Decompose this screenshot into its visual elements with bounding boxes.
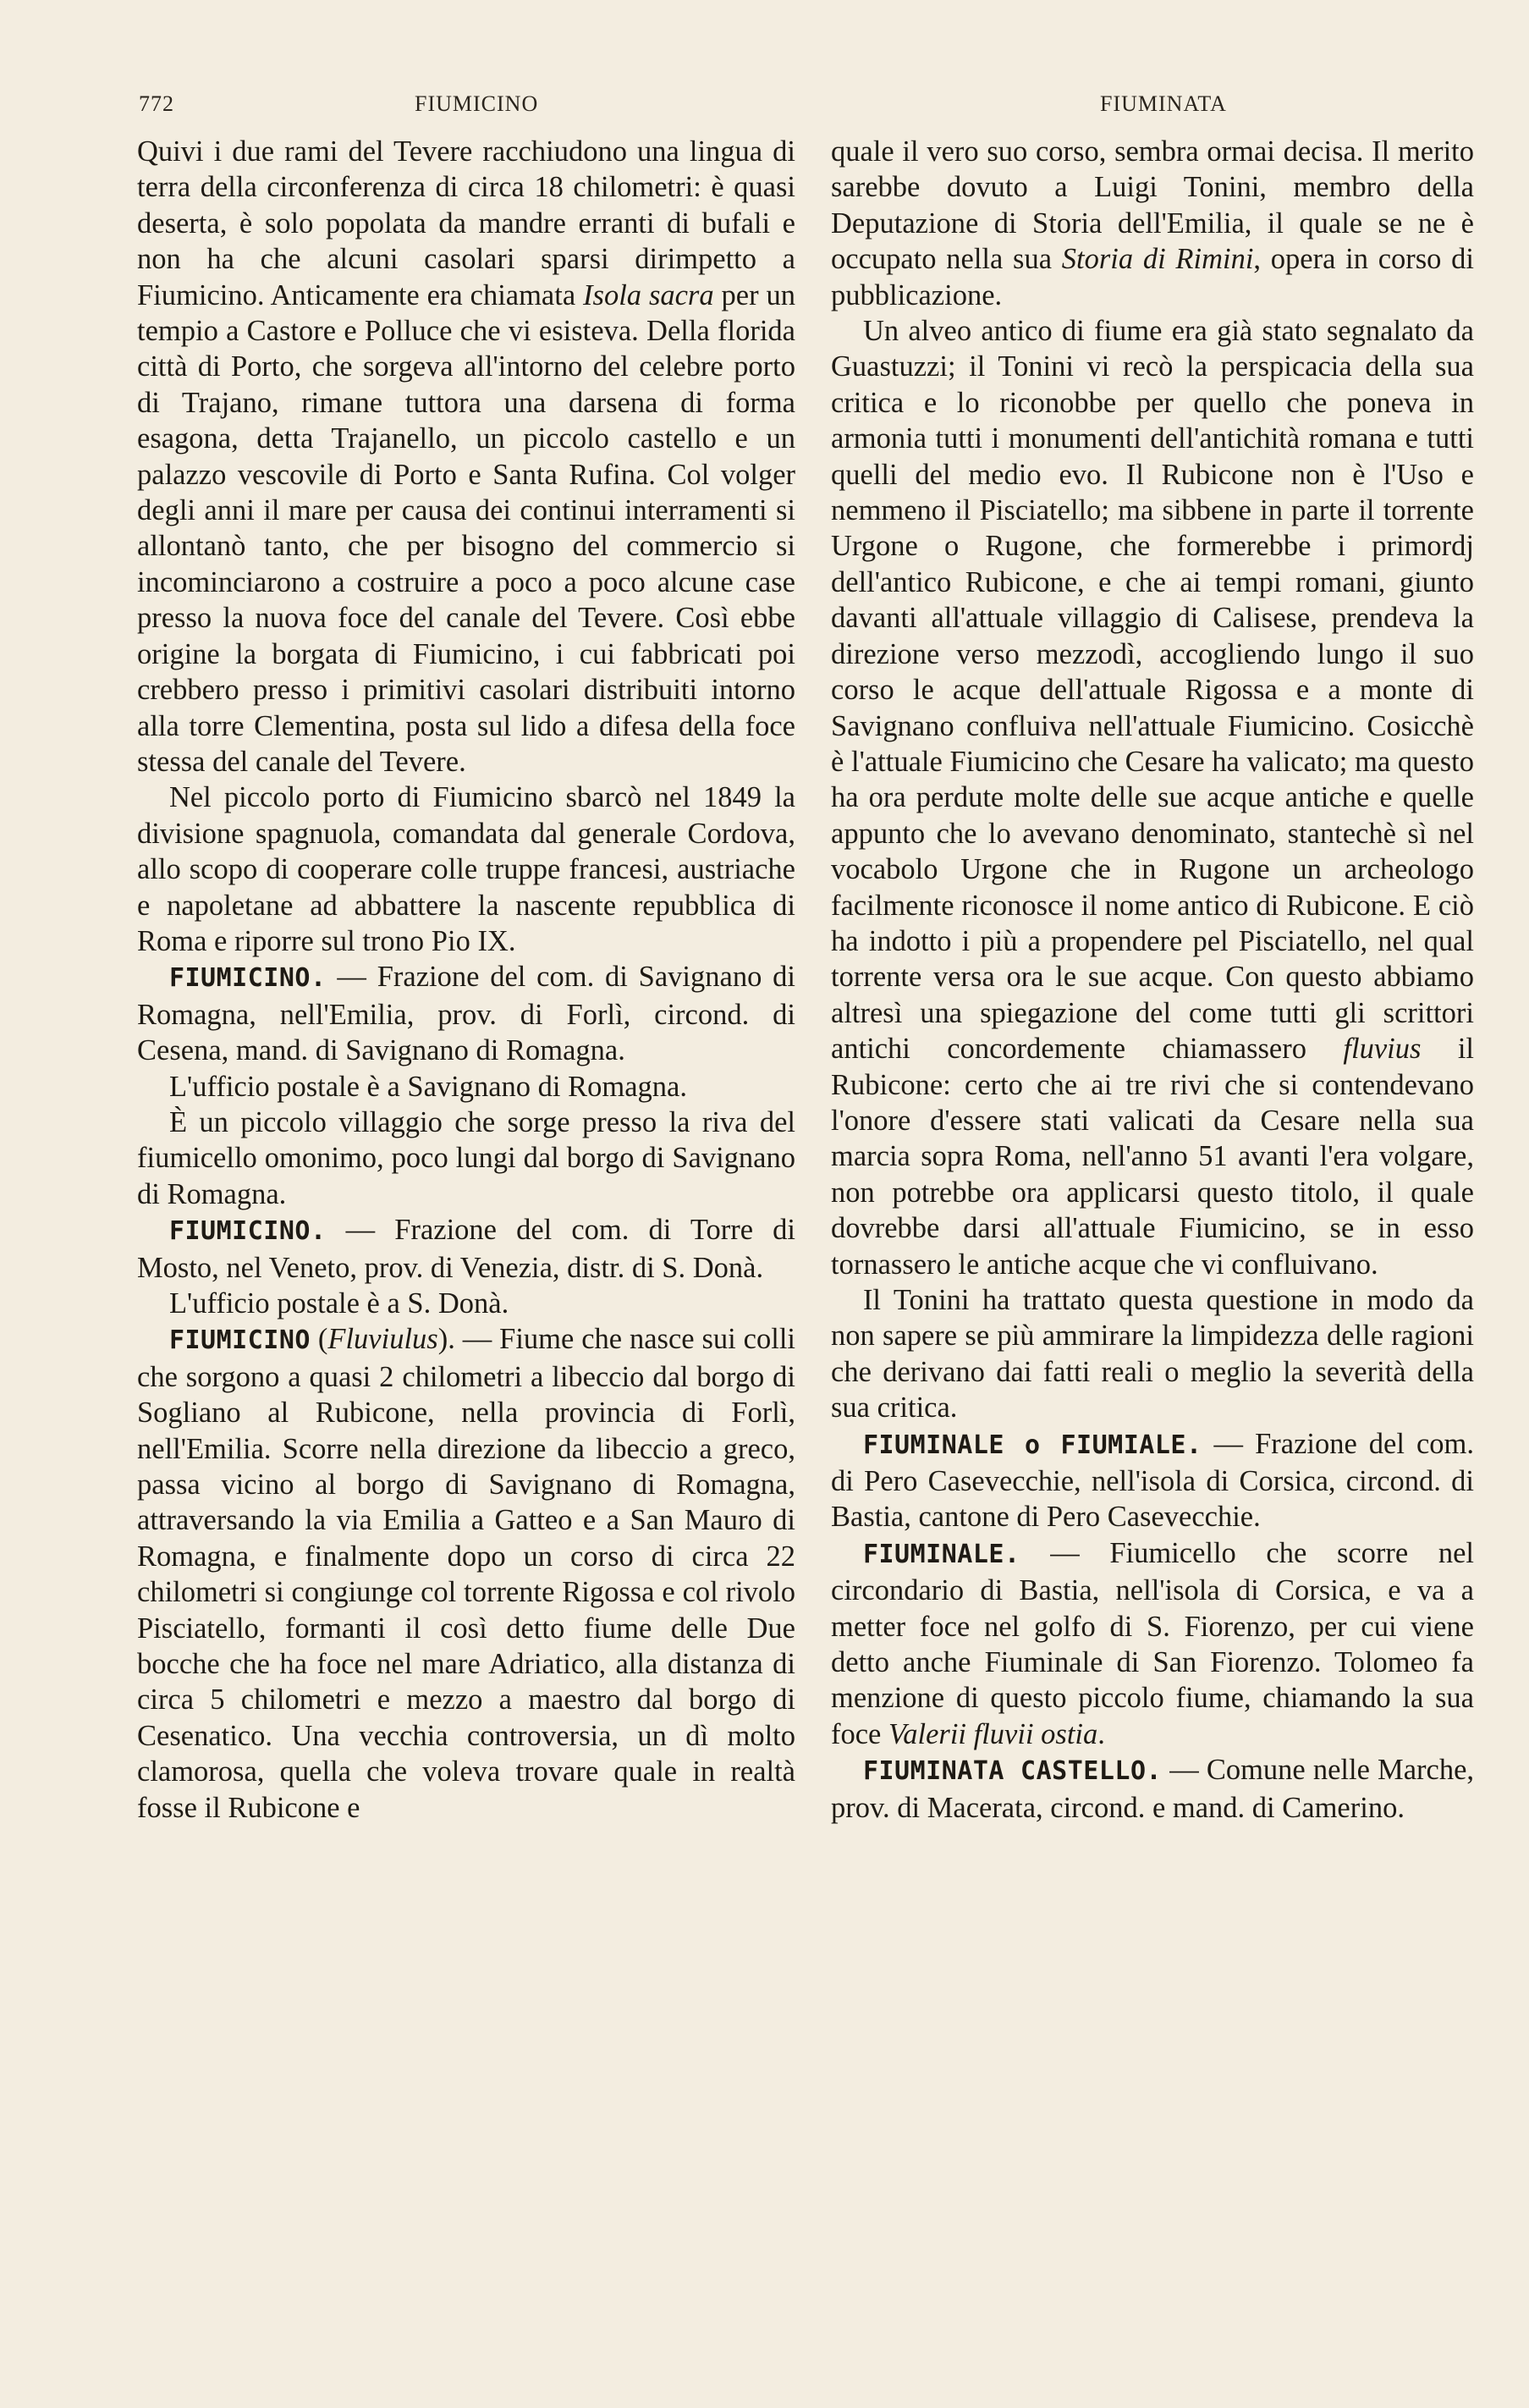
paragraph: Un alveo antico di fiume era già stato segnalato da Guastuzzi; il Tonini vi recò la perspicacia della sua critica e lo riconobbe per quello che poneva in armonia tutti i monumenti dell'antichità romana e tutti quelli del medio evo. Il Rubicone non è l'Uso e nemmeno il Pisciatello; ma sibbene in parte il torrente Urgone o Rugone, che formerebbe i primordj dell'antico Rubicone, e che ai tempi romani, giunto davanti all'attuale villaggio di Calisese, prendeva la direzione verso mezzodì, accogliendo lungo il suo corso le acque dell'attuale Rigossa e a monte di Savignano confluiva nell'attuale Fiumicino. Cosicchè è l'attuale Fiumicino che Cesare ha valicato; ma questo ha ora perdute molte delle sue acque antiche e quelle appunto che lo avevano denominato, stantechè sì nel vocabolo Urgone che in Rugone un archeologo facilmente riconosce il nome antico di Rubicone. E ciò ha indotto i più a propendere pel Pisciatello, nel qual torrente versa ora le sue acque. Con questo abbiamo altresì una spiegazione del come tutti gli scrittori antichi concordemente chiamassero fluvius il Rubicone: certo che ai tre rivi che si contendevano l'onore d'essere stati valicati da Cesare nella sua marcia sopra Roma, nell'anno 51 avanti l'era volgare, non potrebbe ora applicarsi questo titolo, il quale dovrebbe darsi all'attuale Fiumicino, se in esso tornassero le antiche acque che vi confluivano. <box>831 315 1475 1281</box>
paragraph: È un piccolo villaggio che sorge presso la riva del fiumicello omonimo, poco lungi dal borgo di Savignano di Romagna. <box>137 1105 795 1210</box>
entry-fiumicino-savignano: FIUMICINO. — Frazione del com. di Savignano di Romagna, nell'Emilia, prov. di Forlì, circond. di Cesena, mand. di Savignano di Romagna. <box>137 961 795 1067</box>
paragraph: Nel piccolo porto di Fiumicino sbarcò nel 1849 la divisione spagnuola, comandata dal generale Cordova, allo scopo di cooperare colle truppe francesi, austriache e napoletane ad abbattere la nascente repubblica di Roma e riporre sul trono Pio IX. <box>137 781 795 957</box>
entry-headword: FIUMINATA CASTELLO. <box>862 1756 1163 1787</box>
entry-headword: FIUMICINO. <box>168 963 327 994</box>
paragraph: L'ufficio postale è a Savignano di Romagna. <box>168 1070 687 1103</box>
left-column <box>137 134 795 1826</box>
entry-headword: FIUMINALE o FIUMIALE. <box>862 1430 1202 1460</box>
entry-headword: FIUMICINO. <box>168 1216 327 1247</box>
paragraph: Quivi i due rami del Tevere racchiudono una lingua di terra della circonferenza di circa 18 chilometri: è quasi deserta, è solo popolata da mandre erranti di bufali e non ha che alcuni casolari sparsi dirimpetto a Fiumicino. Anticamente era chiamata Isola sacra per un tempio a Castore e Polluce che vi esisteva. Della florida città di Porto, che sorgeva all'intorno del celebre porto di Trajano, rimane tuttora una darsena di forma esagona, detta Trajanello, un piccolo castello e un palazzo vescovile di Porto e Santa Rufina. Col volger degli anni il mare per causa dei continui interramenti si allontanò tanto, che per bisogno del commercio si incominciarono a costruire a poco a poco alcune case presso la nuova foce del canale del Tevere. Così ebbe origine la borgata di Fiumicino, i cui fabbricati poi crebbero presso i primitivi casolari distribuiti intorno alla torre Clementina, posta sul lido a difesa della foce stessa del canale del Tevere. <box>137 135 795 778</box>
entry-fiuminale-fiumiale: FIUMINALE o FIUMIALE. — Frazione del com. di Pero Casevecchie, nell'isola di Corsica, circond. di Bastia, cantone di Pero Casevecchie. <box>831 1427 1474 1534</box>
paragraph: Il Tonini ha trattato questa questione in modo da non sapere se più ammirare la limpidezza delle ragioni che derivano dai fatti reali o meglio la severità della sua critica. <box>831 1284 1474 1424</box>
paragraph: L'ufficio postale è a S. Donà. <box>168 1287 509 1320</box>
entry-fiumicino-fluviulus: FIUMICINO (Fluviulus). — Fiume che nasce sui colli che sorgono a quasi 2 chilometri a libeccio dal borgo di Sogliano al Rubicone, nella provincia di Forlì, nell'Emilia. Scorre nella direzione da libeccio a greco, passa vicino al borgo di Savignano di Romagna, attraversando la via Emilia a Gatteo e a San Mauro di Romagna, e finalmente dopo un corso di circa 22 chilometri si congiunge col torrente Rigossa e col rivolo Pisciatello, formanti il così detto fiume delle Due bocche che ha foce nel mare Adriatico, alla distanza di circa 5 chilometri e mezzo a maestro dal borgo di Cesenatico. Una vecchia controversia, un dì molto clamorosa, quella che voleva trovare quale in realtà fosse il Rubicone e <box>137 1323 795 1824</box>
entry-headword: FIUMINALE. <box>862 1539 1020 1569</box>
running-head-right: FIUMINATA <box>1100 91 1227 116</box>
entry-fiuminata-castello: FIUMINATA CASTELLO. — Comune nelle Marche, prov. di Macerata, circond. e mand. di Camerino. <box>831 1754 1475 1824</box>
entry-fiumicino-torre-di-mosto: FIUMICINO. — Frazione del com. di Torre di Mosto, nel Veneto, prov. di Venezia, distr. di S. Donà. <box>137 1214 795 1284</box>
entry-fiuminale: FIUMINALE. — Fiumicello che scorre nel circondario di Bastia, nell'isola di Corsica, e va a metter foce nel golfo di S. Fiorenzo, per cui viene detto anche Fiuminale di San Fiorenzo. Tolomeo fa menzione di questo piccolo fiume, chiamando la sua foce Valerii fluvii ostia. <box>831 1536 1474 1750</box>
running-head-left: FIUMICINO <box>415 91 539 116</box>
paragraph: quale il vero suo corso, sembra ormai decisa. Il merito sarebbe dovuto a Luigi Tonini, membro della Deputazione di Storia dell'Emilia, il quale se ne è occupato nella sua Storia di Rimini, opera in corso di pubblicazione. <box>831 135 1474 311</box>
page-number: 772 <box>139 91 174 116</box>
entry-headword: FIUMICINO <box>168 1325 311 1356</box>
right-column <box>831 134 1474 1826</box>
